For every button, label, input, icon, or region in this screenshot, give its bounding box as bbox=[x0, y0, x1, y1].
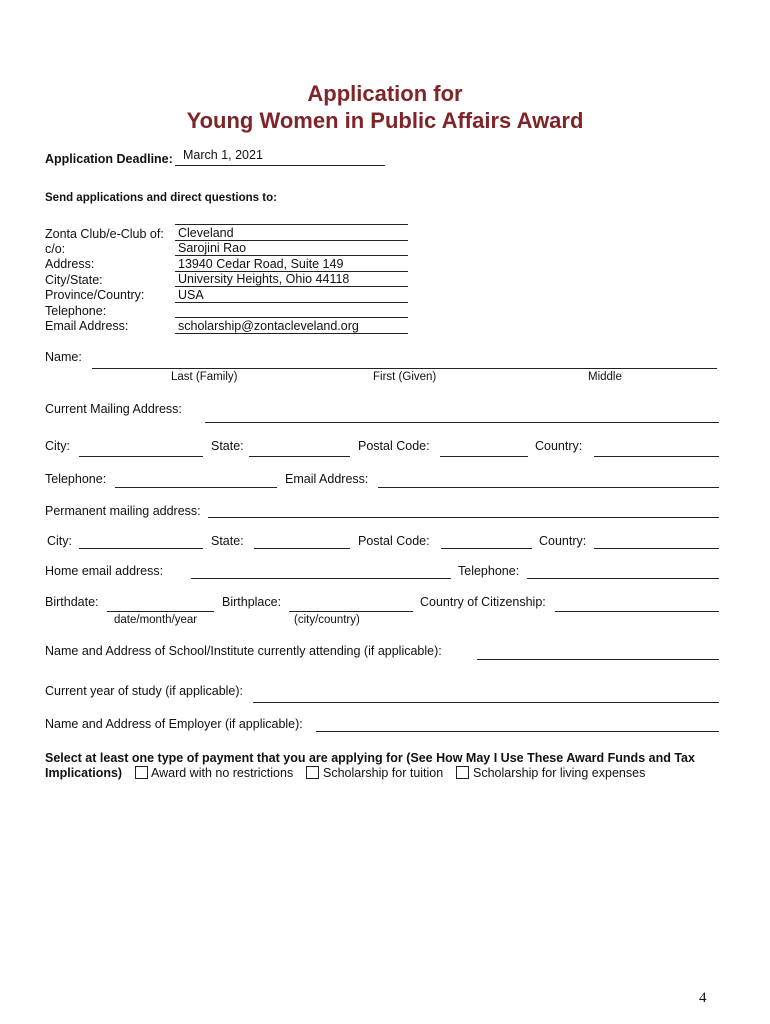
award-no-restrictions-label: Award with no restrictions bbox=[151, 766, 294, 780]
home-email-label: Home email address: bbox=[45, 564, 164, 578]
page-number: 4 bbox=[699, 990, 707, 1006]
co-value[interactable]: Sarojini Rao bbox=[178, 241, 247, 255]
address-value[interactable]: 13940 Cedar Road, Suite 149 bbox=[178, 257, 344, 271]
school-label: Name and Address of School/Institute currently attending (if applicable): bbox=[45, 644, 442, 658]
province-country-value[interactable]: USA bbox=[178, 288, 204, 302]
citizenship-label: Country of Citizenship: bbox=[420, 595, 546, 609]
current-mailing-address-line[interactable] bbox=[205, 422, 719, 423]
permanent-mailing-address-line[interactable] bbox=[208, 517, 719, 518]
permanent-city-line[interactable] bbox=[79, 548, 203, 549]
club-value[interactable]: Cleveland bbox=[178, 226, 234, 240]
birthdate-hint: date/month/year bbox=[114, 614, 198, 626]
club-top-line bbox=[175, 224, 408, 225]
permanent-mailing-address-label: Permanent mailing address: bbox=[45, 504, 201, 518]
city-line[interactable] bbox=[79, 456, 203, 457]
city-state-value[interactable]: University Heights, Ohio 44118 bbox=[178, 272, 350, 286]
co-label: c/o: bbox=[45, 242, 66, 256]
province-country-line bbox=[175, 302, 408, 303]
telephone-label: Telephone: bbox=[45, 472, 107, 486]
permanent-state-line[interactable] bbox=[254, 548, 350, 549]
city-label: City: bbox=[45, 439, 70, 453]
form-title-line2: Young Women in Public Affairs Award bbox=[186, 108, 584, 133]
country-label: Country: bbox=[535, 439, 583, 453]
state-label: State: bbox=[211, 439, 244, 453]
club-email-line bbox=[175, 333, 408, 334]
permanent-state-label: State: bbox=[211, 534, 244, 548]
form-title-line1: Application for bbox=[307, 81, 463, 106]
employer-label: Name and Address of Employer (if applicable): bbox=[45, 717, 303, 731]
email-address-line[interactable] bbox=[378, 487, 719, 488]
email-address-label: Email Address: bbox=[285, 472, 369, 486]
scholarship-living-label: Scholarship for living expenses bbox=[473, 766, 646, 780]
state-line[interactable] bbox=[249, 456, 350, 457]
name-first-hint: First (Given) bbox=[373, 371, 437, 383]
deadline-value[interactable]: March 1, 2021 bbox=[183, 148, 263, 162]
city-state-label: City/State: bbox=[45, 273, 103, 287]
payment-instruction-line2: Implications) bbox=[45, 766, 123, 780]
birthdate-label: Birthdate: bbox=[45, 595, 99, 609]
name-label: Name: bbox=[45, 350, 82, 364]
employer-line[interactable] bbox=[316, 731, 719, 732]
year-of-study-label: Current year of study (if applicable): bbox=[45, 684, 244, 698]
current-mailing-address-label: Current Mailing Address: bbox=[45, 402, 182, 416]
citizenship-line[interactable] bbox=[555, 611, 719, 612]
school-line[interactable] bbox=[477, 659, 719, 660]
postal-code-line[interactable] bbox=[440, 456, 528, 457]
permanent-postal-code-line[interactable] bbox=[441, 548, 532, 549]
club-telephone-label: Telephone: bbox=[45, 304, 107, 318]
scholarship-tuition-label: Scholarship for tuition bbox=[323, 766, 444, 780]
deadline-label: Application Deadline: bbox=[45, 152, 173, 166]
postal-code-label: Postal Code: bbox=[358, 439, 430, 453]
address-label: Address: bbox=[45, 257, 95, 271]
club-telephone-line bbox=[175, 317, 408, 318]
permanent-country-line[interactable] bbox=[594, 548, 719, 549]
name-input-line[interactable] bbox=[92, 368, 717, 369]
club-label: Zonta Club/e-Club of: bbox=[45, 227, 164, 241]
award-no-restrictions-checkbox[interactable] bbox=[135, 766, 148, 779]
city-state-line bbox=[175, 286, 408, 287]
deadline-underline bbox=[175, 165, 385, 166]
name-middle-hint: Middle bbox=[588, 371, 622, 383]
permanent-city-label: City: bbox=[47, 534, 72, 548]
home-telephone-line[interactable] bbox=[527, 578, 719, 579]
birthplace-hint: (city/country) bbox=[294, 614, 360, 626]
country-line[interactable] bbox=[594, 456, 719, 457]
scholarship-living-checkbox[interactable] bbox=[456, 766, 469, 779]
province-country-label: Province/Country: bbox=[45, 288, 145, 302]
club-email-value[interactable]: scholarship@zontacleveland.org bbox=[178, 319, 359, 333]
year-of-study-line[interactable] bbox=[253, 702, 719, 703]
home-telephone-label: Telephone: bbox=[458, 564, 520, 578]
birthplace-label: Birthplace: bbox=[222, 595, 282, 609]
club-email-label: Email Address: bbox=[45, 319, 129, 333]
co-line bbox=[175, 255, 408, 256]
permanent-postal-code-label: Postal Code: bbox=[358, 534, 430, 548]
scholarship-tuition-checkbox[interactable] bbox=[306, 766, 319, 779]
telephone-line[interactable] bbox=[115, 487, 277, 488]
home-email-line[interactable] bbox=[191, 578, 451, 579]
permanent-country-label: Country: bbox=[539, 534, 587, 548]
name-last-hint: Last (Family) bbox=[171, 371, 238, 383]
birthplace-line[interactable] bbox=[289, 611, 413, 612]
send-to-heading: Send applications and direct questions to: bbox=[45, 192, 277, 204]
birthdate-line[interactable] bbox=[107, 611, 214, 612]
payment-instruction-line1: Select at least one type of payment that you are applying for (See How May I Use These Award Funds and Tax bbox=[45, 751, 695, 765]
